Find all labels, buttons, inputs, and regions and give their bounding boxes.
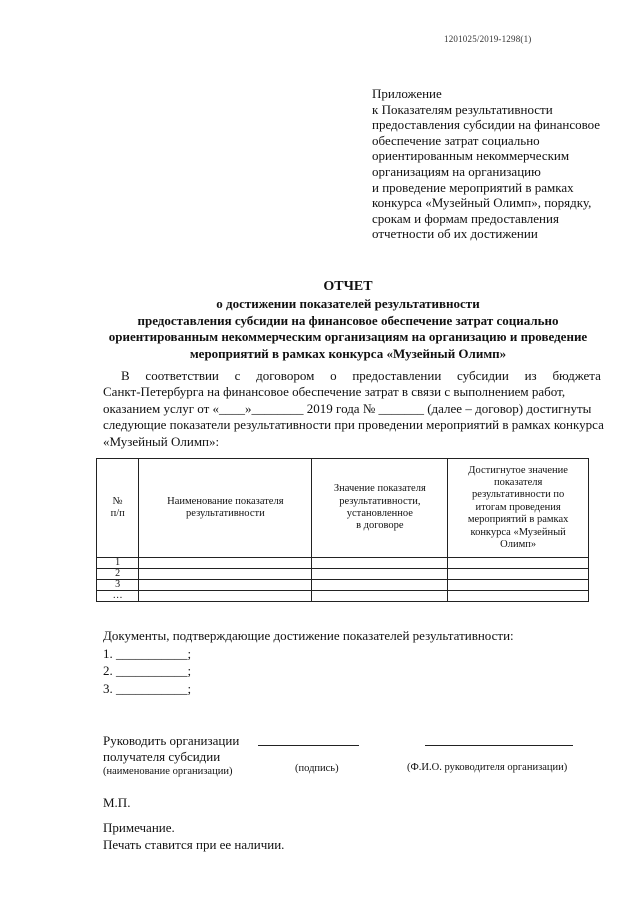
appendix-line: к Показателям результативности [372,101,553,117]
table-row [97,580,589,591]
appendix-line: предоставления субсидии на финансовое [372,117,601,133]
table-cell [139,558,312,569]
table-cell [448,580,589,591]
body-line [103,384,601,400]
appendix-block [372,86,600,242]
body-line-text: Санкт-Петербурга на финансовое обеспечение затрат в связи с выполнением работ, [103,384,566,400]
body-word: соответствии [145,368,219,383]
appendix-line: и проведение мероприятий в рамках [372,179,574,195]
appendix-line: конкурса «Музейный Олимп», порядку, [372,195,592,211]
header-planned [312,459,448,558]
header-text: мероприятий в рамках [467,514,569,526]
header-text: результативности, [339,495,421,507]
stamp-place: М.П. [103,795,131,810]
header-text: Олимп» [500,539,537,551]
table-cell [312,591,448,602]
report-title [90,279,606,362]
header-achieved [448,459,589,558]
header-text: № [112,495,123,507]
header-text: итогам проведения [475,501,561,513]
signature-caption: (подпись) [295,763,339,774]
note-block [103,820,284,853]
table-row [97,569,589,580]
table-header-row [97,459,589,558]
body-word: субсидии [457,368,509,383]
header-text: установленное [346,508,413,519]
title-line: мероприятий в рамках конкурса «Музейный Олимп» [189,345,507,361]
appendix-line: отчетности об их достижении [372,226,538,242]
body-word: В [121,368,130,383]
header-text: результативности по [472,489,565,501]
note-label: Примечание. [103,820,175,835]
row-number: 1 [97,558,139,569]
row-number: 2 [97,569,139,580]
appendix-line: Приложение [372,86,442,101]
header-name [139,459,312,558]
body-line-text: «Музейный Олимп»: [103,433,220,449]
body-word: предоставлении [352,368,442,383]
appendix-line: срокам и формам предоставления [372,210,559,226]
fio-line [425,745,573,746]
note-text: Печать ставится при ее наличии. [103,836,285,852]
body-line [103,434,601,450]
signature-block [103,733,239,780]
document-item: 3. ___________; [103,680,192,696]
header-text: показателя [493,476,543,488]
body-line-text: оказанием услуг от «____»________ 2019 года № _______ (далее – договор) достигнуты [103,400,592,416]
table-cell [312,569,448,580]
appendix-line: ориентированным некоммерческим [372,148,570,164]
table-row [97,591,589,602]
signature-line [258,745,359,746]
header-text: конкурса «Музейный [470,526,566,538]
body-word: о [330,368,337,383]
header-text: Достигнутое значение [468,464,568,476]
header-text: результативности [186,508,265,519]
indicators-table [96,458,589,602]
title-main: ОТЧЕТ [323,279,373,294]
table-cell [448,569,589,580]
documents-label: Документы, подтверждающие достижение показателей результативности: [103,628,514,643]
signature-head-line: Руководить организации [103,733,240,748]
body-paragraph [103,368,604,450]
table-cell [139,580,312,591]
row-number: … [97,591,139,602]
appendix-line: обеспечение затрат социально [372,132,540,148]
document-item: 1. ___________; [103,645,192,661]
table-row [97,558,589,569]
document-number: 1201025/2019-1298(1) [444,34,532,44]
body-word: бюджета [552,368,601,383]
appendix-line: организациям на организацию [372,163,541,179]
body-line [103,417,604,433]
table-cell [139,591,312,602]
header-text: в договоре [356,520,404,532]
table-cell [139,569,312,580]
fio-caption: (Ф.И.О. руководителя организации) [407,762,568,773]
org-caption: (наименование организации) [103,766,233,777]
header-text: Значение показателя [333,483,426,495]
body-line-text: следующие показатели результативности при проведении мероприятий в рамках конкурса [103,417,604,433]
body-word: с [234,368,241,383]
table-cell [448,591,589,602]
header-text: Наименование показателя [167,495,284,507]
body-line [103,401,601,417]
document-item: 2. ___________; [103,663,192,678]
header-num [97,459,139,558]
signature-head-line: получателя субсидии [103,748,221,764]
table-cell [448,558,589,569]
table-cell [312,580,448,591]
body-word: договором [256,368,315,383]
documents-block [103,627,514,697]
body-line [103,368,601,384]
table-cell [312,558,448,569]
body-word: из [524,368,537,383]
row-number: 3 [97,580,139,591]
title-line: ориентированным некоммерческим организациям на организацию и проведение [108,329,588,345]
title-line: о достижении показателей результативности [216,296,480,312]
title-line: предоставления субсидии на финансовое обеспечение затрат социально [137,312,559,328]
header-text: п/п [110,508,125,519]
